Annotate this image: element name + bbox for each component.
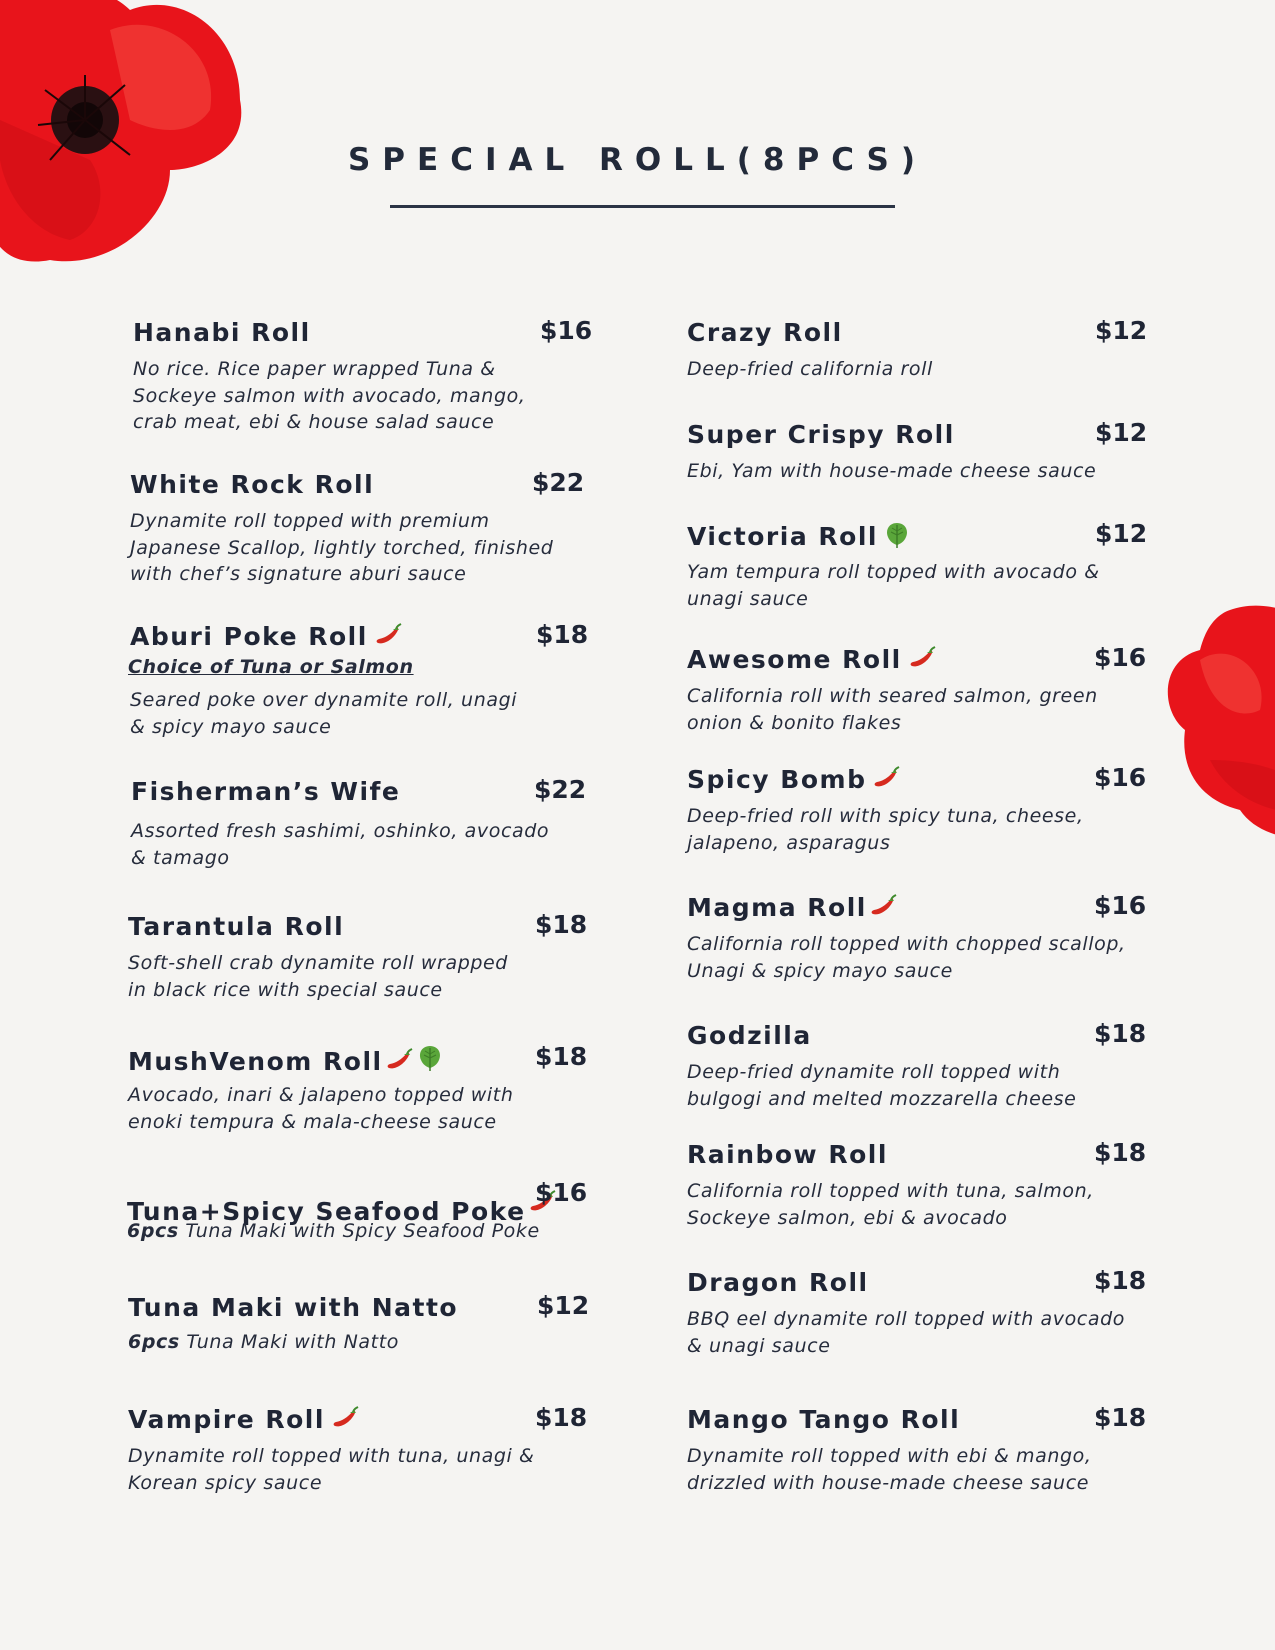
item-price: $12 [1095, 316, 1148, 345]
item-description: Seared poke over dynamite roll, unagi & spicy mayo sauce [130, 689, 518, 738]
item-name: MushVenom Roll [128, 1044, 443, 1076]
item-description: Deep-fried dynamite roll topped with bulgogi and melted mozzarella cheese [687, 1061, 1077, 1110]
item-name: Dragon Roll [687, 1268, 869, 1297]
item-price: $12 [537, 1291, 590, 1320]
item-price: $18 [1094, 1138, 1147, 1167]
item-price: $16 [1094, 643, 1147, 672]
item-name: Crazy Roll [687, 318, 843, 347]
item-price: $16 [1094, 763, 1147, 792]
leaf-icon [884, 521, 910, 549]
item-price: $18 [536, 620, 589, 649]
item-description: No rice. Rice paper wrapped Tuna & Sockeye salmon with avocado, mango, crab meat, ebi & house salad sauce [133, 358, 526, 433]
item-price: $22 [534, 775, 587, 804]
item-description: Yam tempura roll topped with avocado & unagi sauce [687, 561, 1100, 610]
item-description: Avocado, inari & jalapeno topped with enoki tempura & mala-cheese sauce [128, 1084, 514, 1133]
item-description: Assorted fresh sashimi, oshinko, avocado & tamago [131, 820, 550, 869]
item-price: $18 [1094, 1266, 1147, 1295]
page-title: SPECIAL ROLL(8PCS) [347, 142, 928, 178]
item-price: $12 [1095, 418, 1148, 447]
item-description: Soft-shell crab dynamite roll wrapped in black rice with special sauce [128, 952, 508, 1001]
item-description: 6pcs Tuna Maki with Spicy Seafood Poke [127, 1220, 540, 1242]
item-description: Deep-fried roll with spicy tuna, cheese, jalapeno, asparagus [687, 805, 1084, 854]
item-price: $18 [1094, 1019, 1147, 1048]
item-description: Dynamite roll topped with ebi & mango, drizzled with house-made cheese sauce [687, 1445, 1092, 1494]
item-name: Super Crispy Roll [687, 420, 955, 449]
item-price: $18 [535, 910, 588, 939]
item-description: Dynamite roll topped with premium Japanese Scallop, lightly torched, finished with chef’s signature aburi sauce [130, 510, 554, 585]
item-name: Fisherman’s Wife [131, 777, 401, 806]
item-description: California roll topped with tuna, salmon, Sockeye salmon, ebi & avocado [687, 1180, 1094, 1229]
item-name: White Rock Roll [130, 470, 375, 499]
item-price: $16 [540, 316, 593, 345]
item-name: Tarantula Roll [128, 912, 345, 941]
red-poppy-flower-top-left [0, 0, 260, 280]
item-description: 6pcs Tuna Maki with Natto [128, 1331, 399, 1353]
item-choice-note: Choice of Tuna or Salmon [128, 656, 414, 678]
item-price: $18 [1094, 1403, 1147, 1432]
item-name: Vampire Roll [128, 1405, 361, 1434]
item-name: Aburi Poke Roll [130, 622, 404, 651]
item-price: $22 [532, 468, 585, 497]
chili-pepper-icon [908, 646, 938, 670]
chili-pepper-icon [374, 623, 404, 647]
item-description: California roll topped with chopped scallop, Unagi & spicy mayo sauce [687, 933, 1126, 982]
item-price: $18 [535, 1042, 588, 1071]
red-poppy-flower-right [1140, 600, 1275, 850]
item-name: Tuna Maki with Natto [128, 1293, 459, 1322]
item-price: $16 [1094, 891, 1147, 920]
item-name: Magma Roll [687, 893, 899, 922]
chili-pepper-icon [385, 1048, 415, 1072]
item-description: Dynamite roll topped with tuna, unagi & Korean spicy sauce [128, 1445, 535, 1494]
item-price: $12 [1095, 519, 1148, 548]
leaf-icon [417, 1044, 443, 1072]
chili-pepper-icon [331, 1406, 361, 1430]
item-name: Mango Tango Roll [687, 1405, 961, 1434]
title-divider [390, 205, 895, 208]
item-name: Hanabi Roll [133, 318, 311, 347]
item-name: Godzilla [687, 1021, 812, 1050]
item-description: Ebi, Yam with house-made cheese sauce [687, 460, 1097, 482]
chili-pepper-icon [869, 894, 899, 918]
chili-pepper-icon [872, 766, 902, 790]
item-name: Rainbow Roll [687, 1140, 888, 1169]
item-description: Deep-fried california roll [687, 358, 933, 380]
item-description: BBQ eel dynamite roll topped with avocado & unagi sauce [687, 1308, 1125, 1357]
item-price: $18 [535, 1403, 588, 1432]
item-name: Awesome Roll [687, 645, 938, 674]
item-name: Victoria Roll [687, 521, 910, 551]
item-name: Tuna+Spicy Seafood Poke [127, 1190, 558, 1226]
item-name: Spicy Bomb [687, 765, 902, 794]
item-description: California roll with seared salmon, green onion & bonito flakes [687, 685, 1098, 734]
item-price: $16 [535, 1178, 588, 1207]
